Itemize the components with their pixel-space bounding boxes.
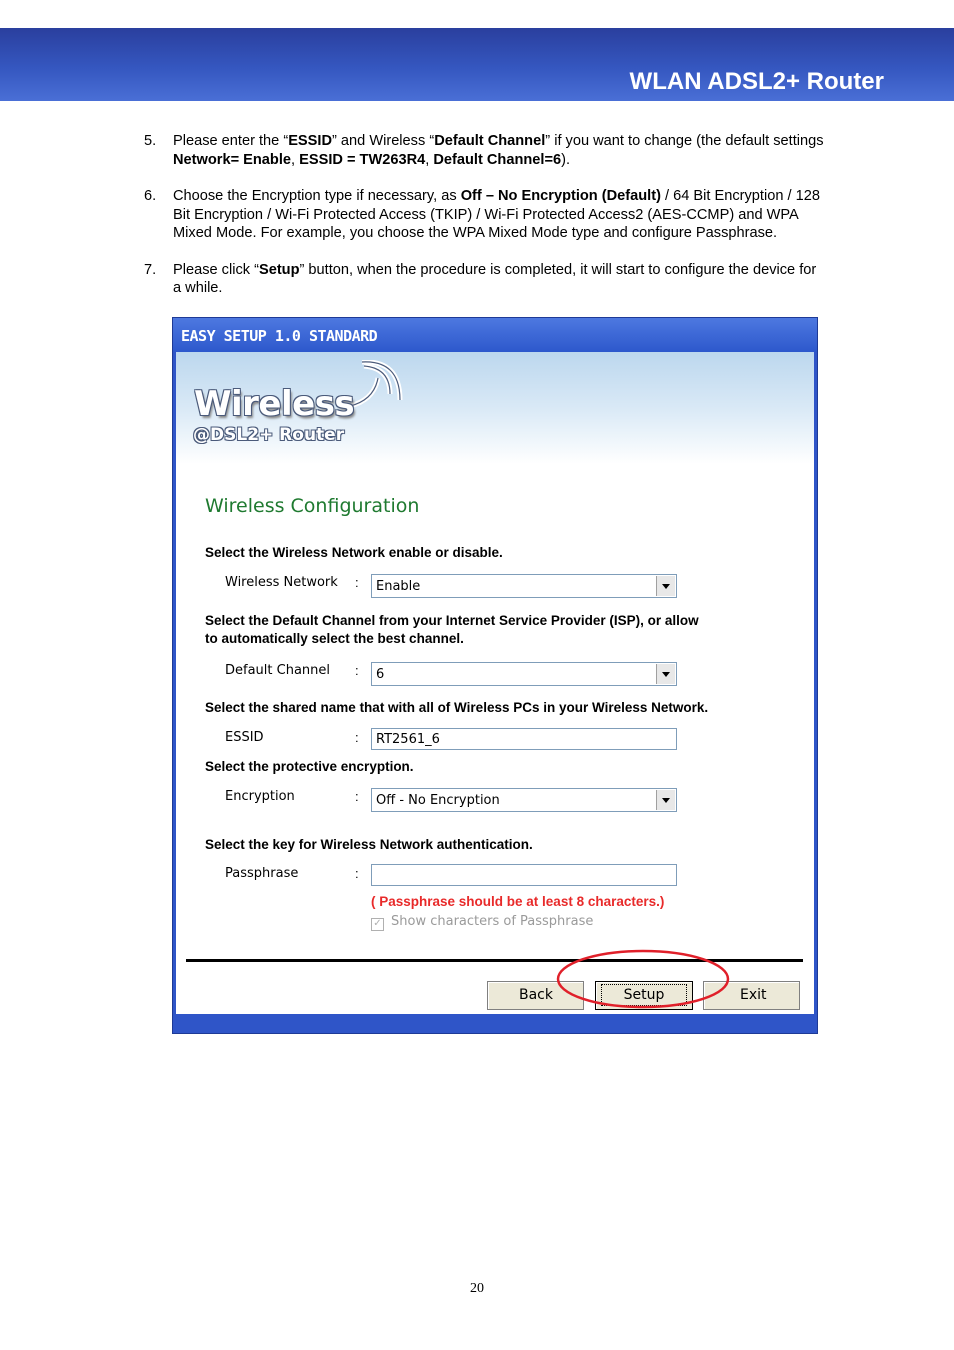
- step-text: ).: [561, 151, 571, 168]
- step-bold: ESSID: [288, 133, 332, 149]
- step-6: [144, 187, 824, 243]
- step-text: Please click “: [173, 261, 259, 278]
- essid-label: ESSID: [225, 730, 264, 745]
- colon: :: [355, 663, 359, 678]
- encryption-label: Encryption: [225, 789, 295, 804]
- show-passphrase-checkbox[interactable]: [371, 914, 593, 931]
- header-title: WLAN ADSL2+ Router: [629, 68, 884, 95]
- essid-input[interactable]: [371, 728, 677, 750]
- setup-window-screenshot: [172, 317, 818, 1034]
- channel-question-1: Select the Default Channel from your Internet Service Provider (ISP), or allow: [205, 613, 699, 628]
- chevron-down-icon[interactable]: [656, 790, 675, 810]
- colon: :: [355, 789, 359, 804]
- step-number: 5.: [144, 133, 157, 149]
- default-channel-value: 6: [376, 667, 385, 682]
- default-channel-select[interactable]: [371, 662, 677, 686]
- step-bold: Default Channel=6: [433, 151, 562, 168]
- step-number: 7.: [144, 261, 157, 278]
- exit-button[interactable]: Exit: [703, 981, 800, 1010]
- step-text: ,: [425, 151, 434, 168]
- colon: :: [355, 575, 359, 590]
- logo-wireless: Wireless: [194, 384, 355, 424]
- section-title: Wireless Configuration: [205, 495, 420, 517]
- passphrase-input[interactable]: [371, 864, 677, 886]
- default-channel-label: Default Channel: [225, 663, 331, 678]
- step-7: [144, 261, 824, 298]
- chevron-down-icon[interactable]: [656, 576, 675, 596]
- step-bold: Default Channel: [434, 133, 546, 149]
- logo-subtitle: @DSL2+ Router: [193, 425, 345, 445]
- show-passphrase-label: Show characters of Passphrase: [391, 914, 594, 929]
- essid-question: Select the shared name that with all of Wireless PCs in your Wireless Network.: [205, 700, 709, 715]
- encryption-value: Off - No Encryption: [376, 793, 500, 808]
- step-text: ” and Wireless “: [332, 133, 435, 149]
- chevron-down-icon[interactable]: [656, 664, 675, 684]
- step-bold: ESSID = TW263R4: [299, 151, 426, 168]
- step-text: ,: [291, 151, 300, 168]
- window-client-area: [176, 352, 814, 1014]
- colon: :: [355, 866, 359, 881]
- window-titlebar: [173, 318, 817, 352]
- network-question: Select the Wireless Network enable or disable.: [205, 545, 503, 560]
- step-text: Please enter the “: [173, 133, 289, 149]
- step-text: ” if you want to change (the default settings: [545, 133, 824, 149]
- step-bold: Network= Enable: [173, 151, 292, 168]
- step-5: [144, 132, 824, 169]
- key-question: Select the key for Wireless Network authentication.: [205, 837, 533, 852]
- step-number: 6.: [144, 188, 157, 204]
- step-text: ” button, when the procedure is completed, it will start to configure the device for a while.: [173, 261, 817, 296]
- encryption-select[interactable]: [371, 788, 677, 812]
- passphrase-label: Passphrase: [225, 866, 299, 881]
- step-text: / 64 Bit Encryption / 128 Bit Encryption / Wi-Fi Protected Access (TKIP) / Wi-Fi Protected Access2 (AES-CCMP) and WPA Mixed Mode. For example, you choose the WPA Mixed Mode type and configure Passphrase.: [173, 188, 820, 241]
- window-title: EASY SETUP 1.0 STANDARD: [181, 327, 378, 345]
- colon: :: [355, 730, 359, 745]
- encryption-question: Select the protective encryption.: [205, 759, 414, 774]
- wireless-network-select[interactable]: [371, 574, 677, 598]
- logo-header: [176, 352, 814, 464]
- checkmark-icon[interactable]: ✓: [371, 918, 384, 931]
- step-text: Choose the Encryption type if necessary, as: [173, 188, 461, 204]
- setup-button-label: Setup: [601, 984, 688, 1006]
- instruction-steps: [144, 132, 824, 316]
- essid-value: RT2561_6: [376, 732, 440, 747]
- passphrase-warning: ( Passphrase should be at least 8 characters.): [371, 894, 665, 909]
- header-banner: [0, 28, 954, 101]
- step-bold: Off – No Encryption (Default): [460, 188, 661, 204]
- back-button[interactable]: Back: [487, 981, 584, 1010]
- highlight-ellipse: [555, 948, 731, 1010]
- channel-question-2: to automatically select the best channel.: [205, 631, 464, 646]
- wireless-network-label: Wireless Network: [225, 575, 338, 590]
- step-bold: Setup: [258, 261, 300, 278]
- wireless-network-value: Enable: [376, 579, 421, 594]
- page-number: 20: [470, 1281, 484, 1296]
